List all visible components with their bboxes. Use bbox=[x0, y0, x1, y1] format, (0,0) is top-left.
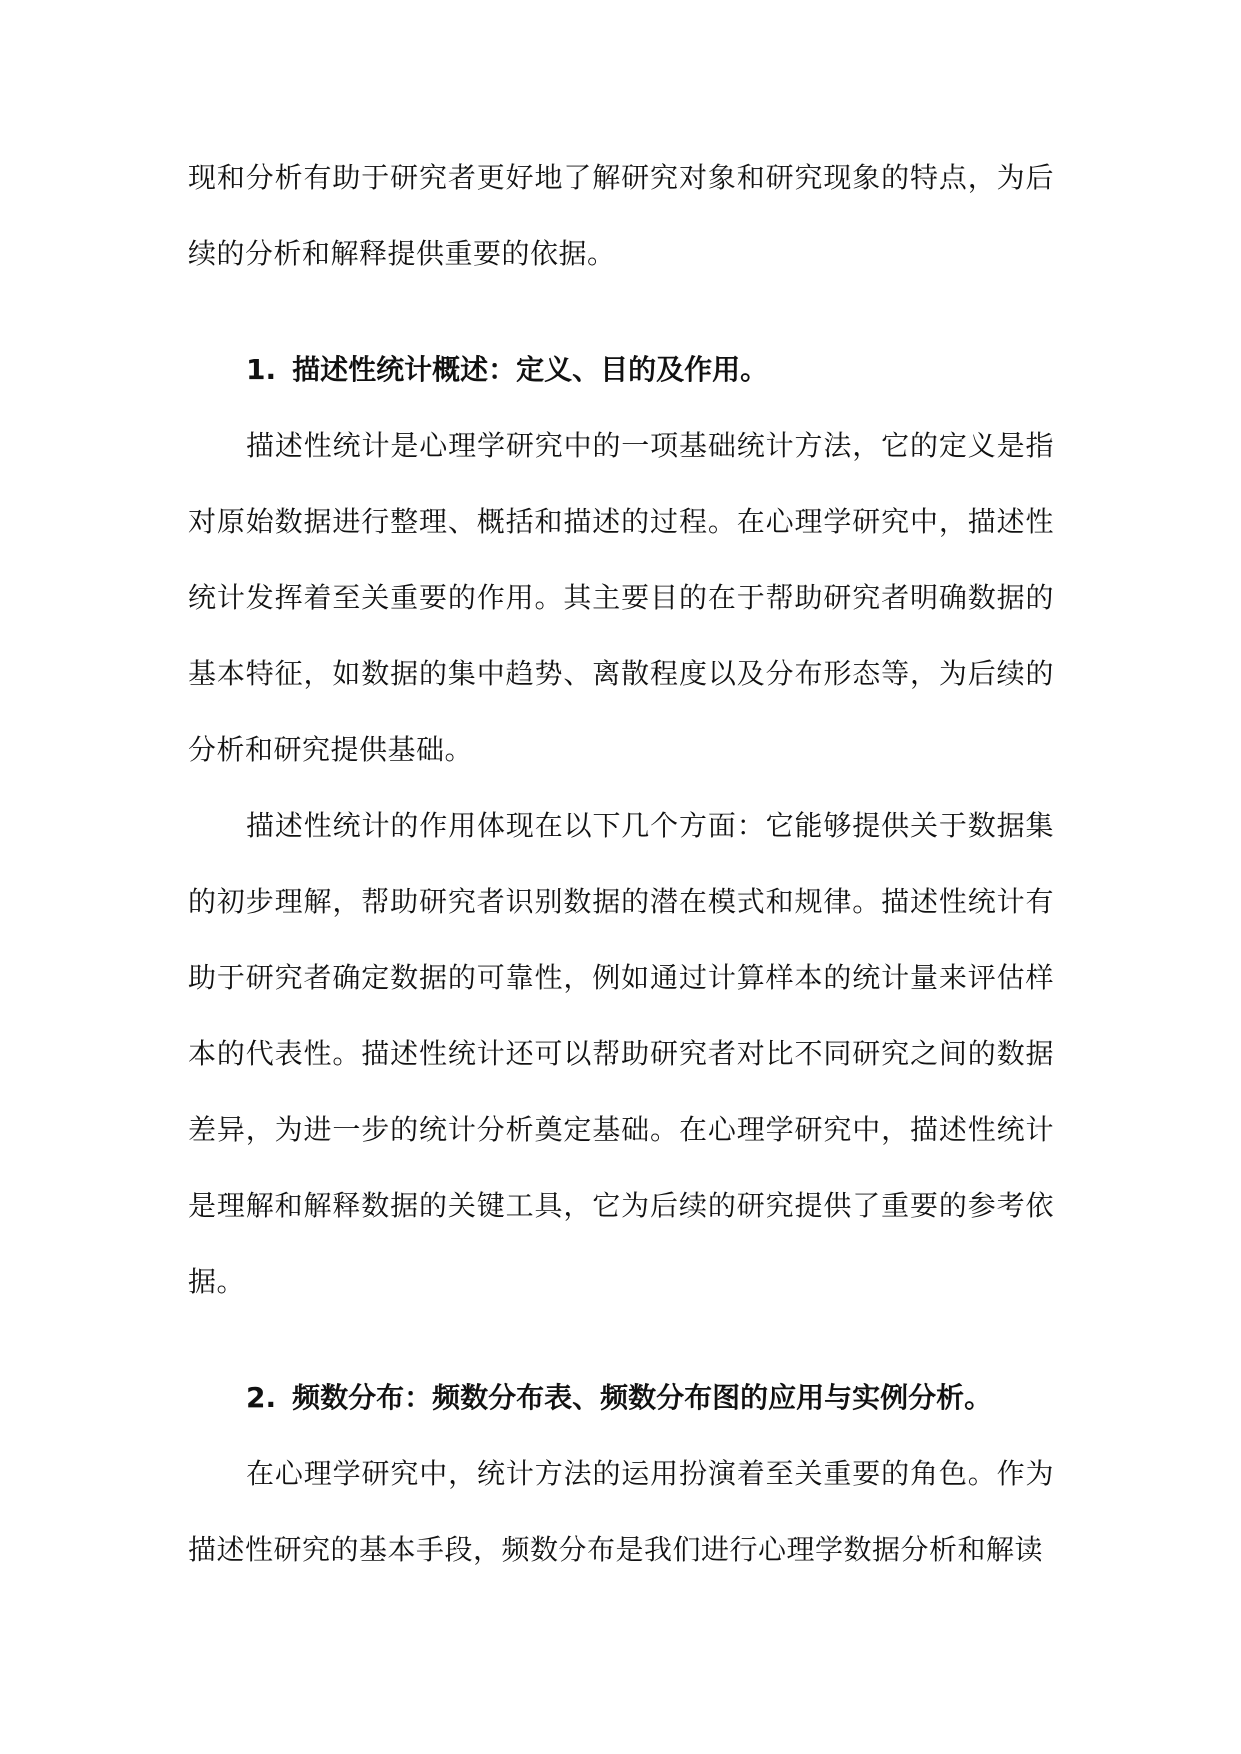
paragraph-intro-continuation: 现和分析有助于研究者更好地了解研究对象和研究现象的特点，为后续的分析和解释提供重要的依据。 bbox=[188, 161, 1054, 270]
paragraph-section1-2: 描述性统计的作用体现在以下几个方面：它能够提供关于数据集的初步理解，帮助研究者识别数据的潜在模式和规律。描述性统计有助于研究者确定数据的可靠性，例如通过计算样本的统计量来评估样本的代表性。描述性统计还可以帮助研究者对比不同研究之间的数据差异，为进一步的统计分析奠定基础。在心理学研究中，描述性统计是理解和解释数据的关键工具，它为后续的研究提供了重要的参考依据。 bbox=[188, 809, 1054, 1298]
paragraph-section1-1: 描述性统计是心理学研究中的一项基础统计方法，它的定义是指对原始数据进行整理、概括和描述的过程。在心理学研究中，描述性统计发挥着至关重要的作用。其主要目的在于帮助研究者明确数据的基本特征，如数据的集中趋势、离散程度以及分布形态等，为后续的分析和研究提供基础。 bbox=[188, 429, 1054, 766]
section-number-2: 2. bbox=[246, 1381, 277, 1414]
section-heading-1 bbox=[188, 332, 1054, 408]
section-title-1: 描述性统计概述：定义、目的及作用。 bbox=[292, 353, 769, 386]
document-body bbox=[188, 140, 1054, 1588]
paragraph-section2-1: 在心理学研究中，统计方法的运用扮演着至关重要的角色。作为描述性研究的基本手段，频数分布是我们进行心理学数据分析和解读 bbox=[188, 1457, 1054, 1566]
section-title-2: 频数分布：频数分布表、频数分布图的应用与实例分析。 bbox=[292, 1381, 993, 1414]
section-number-1: 1. bbox=[246, 353, 277, 386]
section-heading-2 bbox=[188, 1360, 1054, 1436]
